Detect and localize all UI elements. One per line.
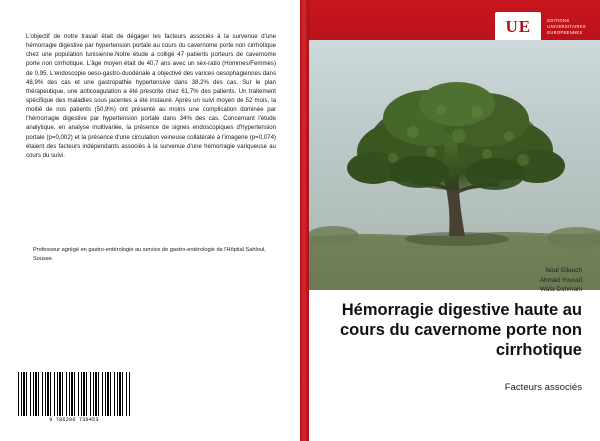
back-cover-blurb: L'objectif de notre travail était de dégager les facteurs associés à la survenue d'une hémorragie digestive par hypertension portale au cours du cavernome porte non cirrhotique chez une population tunisienne.Notre étude a colligé 47 patients porteurs de cavernome porte non cirrhotique. L'âge moyen était de 40,7 ans avec un sex-ratio (Hommes/Femmes) de 0,95. L'endoscopie oeso-gastro-duodénale a objectivé des varices oesophagiennes dans 48,9% des cas et une gastropathie hypertensive dans 38,2% des cas. Sur le plan thérapeutique, une anticoagulation a été prescrite chez 61,7% des patients. Un traitement spécifique des maladies sous jacentes a été instauré. Après un suivi moyen de 52 mois, la moitié de nos patients (50,9%) ont présenté au moins une complication dominée par l'hémorragie digestive par hypertension portale dans 34% des cas. Concernant l'étude analytique, en analyse multivariée, la présence de signes endoscopiques d'hypertension portale (p=0,002) et la présence d'une circulation veineuse collatérale à l'imagerie (p=0,074) étaient des facteurs indépendants associés à la survenue d'une hémorragie variqueuse au cours du suivi.: [26, 33, 276, 159]
publisher-logo-text: [547, 18, 586, 36]
barcode-bars: [18, 372, 130, 416]
author-name: Nour Elleuch: [545, 267, 582, 274]
front-cover: [309, 0, 600, 441]
book-subtitle: Facteurs associés: [504, 382, 582, 394]
publisher-line-3: EUROPEENNES: [547, 29, 583, 35]
author-name: Ahmad Youssfi: [539, 276, 582, 284]
publisher-logo-mark: UE: [495, 12, 541, 42]
publisher-logo: [495, 12, 586, 42]
book-spine: [300, 0, 309, 441]
publisher-line-1: EDITIONS: [547, 18, 570, 24]
barcode-number: 9 786206 730453: [49, 417, 99, 423]
author-biography-note: Professeur agrégé en gastro-entérologie au service de gastro-entérologie de l'Hôpital Sahloul, Sousse.: [33, 247, 266, 262]
publisher-line-2: UNIVERSITAIRES: [547, 24, 586, 30]
barcode: [18, 369, 130, 423]
author-name: Wafa Dahmani: [539, 286, 582, 294]
cover-photo-tree: [309, 40, 600, 290]
title-block: [327, 300, 582, 393]
book-title: Hémorragie digestive haute au cours du cavernome porte non cirrhotique: [339, 301, 582, 360]
author-list: [540, 266, 582, 295]
